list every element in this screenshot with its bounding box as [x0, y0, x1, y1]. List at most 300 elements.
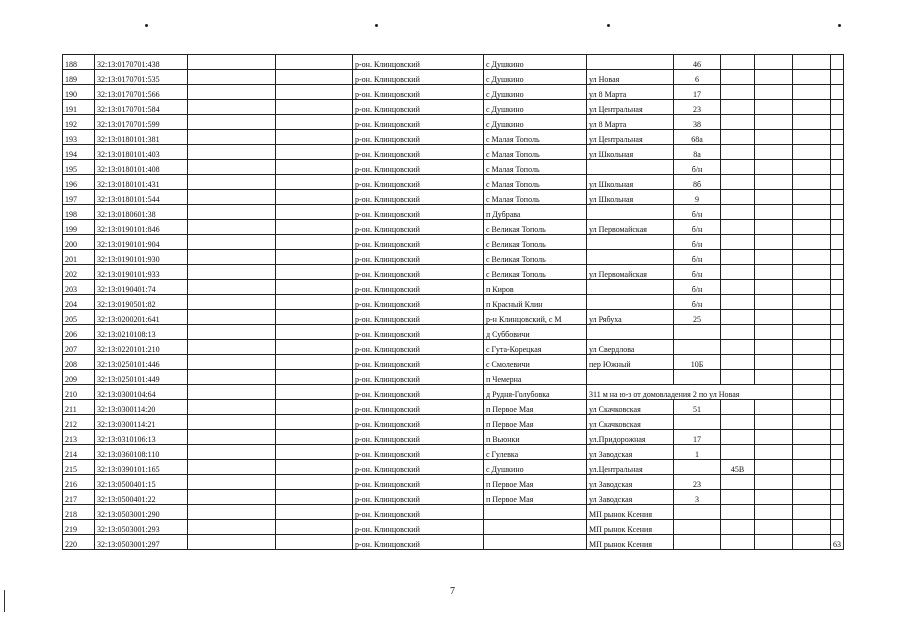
empty-cell [793, 205, 831, 220]
settlement-cell: д Суббовичи [484, 325, 587, 340]
empty-cell [755, 295, 793, 310]
table-row [63, 340, 844, 355]
empty-cell [793, 295, 831, 310]
empty-cell [755, 190, 793, 205]
empty-cell [793, 325, 831, 340]
extra-number-cell [831, 85, 844, 100]
empty-cell [276, 340, 353, 355]
empty-cell [276, 535, 353, 550]
settlement-cell: п Первое Мая [484, 475, 587, 490]
building-number-cell [721, 205, 755, 220]
building-number-cell [721, 175, 755, 190]
empty-cell [755, 415, 793, 430]
empty-cell [188, 325, 276, 340]
empty-cell [188, 280, 276, 295]
table-row [63, 520, 844, 535]
street-cell: ул.Придорожная [587, 430, 674, 445]
street-cell: ул Заводская [587, 445, 674, 460]
empty-cell [793, 175, 831, 190]
settlement-cell: с Душкино [484, 70, 587, 85]
empty-cell [276, 280, 353, 295]
empty-cell [276, 520, 353, 535]
house-number-cell: 1 [674, 445, 721, 460]
empty-cell [276, 505, 353, 520]
cadastral-number-cell: 32:13:0170701:566 [95, 85, 188, 100]
building-number-cell [721, 130, 755, 145]
house-number-cell: б/н [674, 220, 721, 235]
table-row [63, 400, 844, 415]
cadastral-number-cell: 32:13:0390101:165 [95, 460, 188, 475]
empty-cell [276, 175, 353, 190]
table-row [63, 70, 844, 85]
empty-cell [755, 430, 793, 445]
empty-cell [276, 220, 353, 235]
street-cell: ул.Центральная [587, 460, 674, 475]
district-cell: р-он. Клинцовский [353, 100, 484, 115]
extra-number-cell [831, 205, 844, 220]
cadastral-number-cell: 32:13:0180101:544 [95, 190, 188, 205]
cadastral-number-cell: 32:13:0170701:599 [95, 115, 188, 130]
street-cell: ул Школьная [587, 190, 674, 205]
empty-cell [188, 175, 276, 190]
settlement-cell: с Душкино [484, 85, 587, 100]
cadastral-number-cell: 32:13:0170701:438 [95, 55, 188, 70]
street-cell: ул Скачковская [587, 400, 674, 415]
street-cell: ул Новая [587, 70, 674, 85]
building-number-cell [721, 160, 755, 175]
street-cell [587, 160, 674, 175]
street-cell: ул Свердлова [587, 340, 674, 355]
cadastral-number-cell: 32:13:0180601:38 [95, 205, 188, 220]
empty-cell [276, 400, 353, 415]
extra-number-cell [831, 430, 844, 445]
building-number-cell [721, 325, 755, 340]
building-number-cell [721, 475, 755, 490]
district-cell: р-он. Клинцовский [353, 70, 484, 85]
empty-cell [276, 415, 353, 430]
page-number: 7 [450, 586, 455, 597]
district-cell: р-он. Клинцовский [353, 250, 484, 265]
district-cell: р-он. Клинцовский [353, 400, 484, 415]
street-cell: ул Первомайская [587, 220, 674, 235]
house-number-cell: 46 [674, 55, 721, 70]
district-cell: р-он. Клинцовский [353, 535, 484, 550]
cadastral-number-cell: 32:13:0190101:904 [95, 235, 188, 250]
cadastral-number-cell: 32:13:0500401:15 [95, 475, 188, 490]
table-row [63, 475, 844, 490]
empty-cell [188, 130, 276, 145]
settlement-cell: п Дубрава [484, 205, 587, 220]
settlement-cell: д Рудня-Голубовка [484, 385, 587, 400]
empty-cell [276, 100, 353, 115]
house-number-cell: 17 [674, 430, 721, 445]
table-row [63, 355, 844, 370]
street-cell: ул Первомайская [587, 265, 674, 280]
district-cell: р-он. Клинцовский [353, 310, 484, 325]
building-number-cell [721, 505, 755, 520]
empty-cell [755, 460, 793, 475]
street-cell [587, 325, 674, 340]
table-row [63, 310, 844, 325]
table-row [63, 205, 844, 220]
row-number-cell: 212 [63, 415, 95, 430]
empty-cell [188, 430, 276, 445]
row-number-cell: 214 [63, 445, 95, 460]
row-number-cell: 188 [63, 55, 95, 70]
empty-cell [755, 490, 793, 505]
cadastral-number-cell: 32:13:0210108:13 [95, 325, 188, 340]
district-cell: р-он. Клинцовский [353, 265, 484, 280]
cadastral-number-cell: 32:13:0180101:431 [95, 175, 188, 190]
house-number-cell [674, 520, 721, 535]
empty-cell [755, 355, 793, 370]
district-cell: р-он. Клинцовский [353, 430, 484, 445]
cadastral-number-cell: 32:13:0180101:408 [95, 160, 188, 175]
settlement-cell: с Смолевичи [484, 355, 587, 370]
house-number-cell: б/н [674, 235, 721, 250]
row-number-cell: 200 [63, 235, 95, 250]
row-number-cell: 208 [63, 355, 95, 370]
empty-cell [276, 160, 353, 175]
empty-cell [276, 205, 353, 220]
table-row [63, 460, 844, 475]
settlement-cell: с Великая Тополь [484, 265, 587, 280]
settlement-cell: р-н Клинцовский, с М [484, 310, 587, 325]
district-cell: р-он. Клинцовский [353, 220, 484, 235]
empty-cell [793, 70, 831, 85]
building-number-cell: 45В [721, 460, 755, 475]
building-number-cell [721, 55, 755, 70]
empty-cell [793, 520, 831, 535]
empty-cell [793, 340, 831, 355]
building-number-cell [721, 145, 755, 160]
empty-cell [793, 55, 831, 70]
extra-number-cell [831, 145, 844, 160]
empty-cell [793, 280, 831, 295]
building-number-cell [721, 415, 755, 430]
empty-cell [755, 85, 793, 100]
table-row [63, 535, 844, 550]
district-cell: р-он. Клинцовский [353, 520, 484, 535]
house-number-cell: 23 [674, 475, 721, 490]
empty-cell [793, 220, 831, 235]
extra-number-cell [831, 235, 844, 250]
table-row [63, 430, 844, 445]
empty-cell [276, 130, 353, 145]
cadastral-number-cell: 32:13:0503001:297 [95, 535, 188, 550]
extra-number-cell [831, 445, 844, 460]
row-number-cell: 190 [63, 85, 95, 100]
extra-number-cell [831, 295, 844, 310]
row-number-cell: 210 [63, 385, 95, 400]
house-number-cell: 17 [674, 85, 721, 100]
extra-number-cell [831, 100, 844, 115]
cadastral-number-cell: 32:13:0180101:403 [95, 145, 188, 160]
cadastral-number-cell: 32:13:0503001:290 [95, 505, 188, 520]
table-row [63, 55, 844, 70]
empty-cell [188, 400, 276, 415]
row-number-cell: 189 [63, 70, 95, 85]
building-number-cell [721, 70, 755, 85]
empty-cell [755, 475, 793, 490]
empty-cell [793, 130, 831, 145]
empty-cell [276, 55, 353, 70]
row-number-cell: 216 [63, 475, 95, 490]
settlement-cell: с Малая Тополь [484, 145, 587, 160]
cadastral-number-cell: 32:13:0250101:446 [95, 355, 188, 370]
house-number-cell: 6 [674, 70, 721, 85]
settlement-cell: с Малая Тополь [484, 160, 587, 175]
scan-mark [375, 24, 378, 27]
empty-cell [188, 475, 276, 490]
row-number-cell: 197 [63, 190, 95, 205]
empty-cell [755, 265, 793, 280]
table-row [63, 370, 844, 385]
empty-cell [793, 160, 831, 175]
settlement-cell: п Первое Мая [484, 400, 587, 415]
empty-cell [276, 475, 353, 490]
house-number-cell [674, 325, 721, 340]
row-number-cell: 199 [63, 220, 95, 235]
empty-cell [755, 250, 793, 265]
extra-number-cell [831, 280, 844, 295]
empty-cell [755, 70, 793, 85]
cadastral-number-cell: 32:13:0300114:21 [95, 415, 188, 430]
street-cell: ул Заводская [587, 490, 674, 505]
house-number-cell [674, 370, 721, 385]
empty-cell [755, 505, 793, 520]
empty-cell [755, 220, 793, 235]
street-cell: ул Заводская [587, 475, 674, 490]
house-number-cell: 9 [674, 190, 721, 205]
table-row [63, 505, 844, 520]
building-number-cell [721, 430, 755, 445]
settlement-cell: с Душкино [484, 100, 587, 115]
table-row [63, 265, 844, 280]
settlement-cell: с Малая Тополь [484, 175, 587, 190]
building-number-cell [721, 220, 755, 235]
building-number-cell [721, 490, 755, 505]
empty-cell [793, 535, 831, 550]
settlement-cell: с Великая Тополь [484, 235, 587, 250]
street-cell: МП рынок Ксения [587, 505, 674, 520]
street-cell: МП рынок Ксения [587, 520, 674, 535]
house-number-cell: 68а [674, 130, 721, 145]
house-number-cell: 23 [674, 100, 721, 115]
extra-number-cell [831, 415, 844, 430]
empty-cell [188, 460, 276, 475]
empty-cell [188, 445, 276, 460]
extra-number-cell [831, 115, 844, 130]
table-row [63, 175, 844, 190]
street-cell: ул Центральная [587, 130, 674, 145]
empty-cell [188, 265, 276, 280]
empty-cell [793, 415, 831, 430]
table-row [63, 235, 844, 250]
table-row [63, 130, 844, 145]
cadastral-number-cell: 32:13:0170701:535 [95, 70, 188, 85]
row-number-cell: 211 [63, 400, 95, 415]
house-number-cell [674, 505, 721, 520]
building-number-cell [721, 295, 755, 310]
empty-cell [188, 310, 276, 325]
empty-cell [793, 85, 831, 100]
extra-number-cell [831, 220, 844, 235]
empty-cell [188, 340, 276, 355]
empty-cell [755, 280, 793, 295]
extra-number-cell [831, 175, 844, 190]
empty-cell [276, 370, 353, 385]
settlement-cell: с Гута-Корецкая [484, 340, 587, 355]
house-number-cell: б/н [674, 250, 721, 265]
building-number-cell [721, 115, 755, 130]
empty-cell [755, 235, 793, 250]
row-number-cell: 209 [63, 370, 95, 385]
empty-cell [188, 85, 276, 100]
empty-cell [793, 445, 831, 460]
building-number-cell [721, 250, 755, 265]
building-number-cell [721, 190, 755, 205]
district-cell: р-он. Клинцовский [353, 205, 484, 220]
district-cell: р-он. Клинцовский [353, 415, 484, 430]
building-number-cell [721, 355, 755, 370]
building-number-cell [721, 520, 755, 535]
table-row [63, 295, 844, 310]
street-cell: пер Южный [587, 355, 674, 370]
table-row [63, 385, 844, 400]
street-cell: ул Школьная [587, 145, 674, 160]
table-row [63, 445, 844, 460]
cadastral-number-cell: 32:13:0190101:933 [95, 265, 188, 280]
empty-cell [188, 535, 276, 550]
empty-cell [188, 505, 276, 520]
table-row [63, 325, 844, 340]
district-cell: р-он. Клинцовский [353, 175, 484, 190]
empty-cell [188, 220, 276, 235]
row-number-cell: 206 [63, 325, 95, 340]
settlement-cell: п Первое Мая [484, 415, 587, 430]
district-cell: р-он. Клинцовский [353, 115, 484, 130]
house-number-cell: 25 [674, 310, 721, 325]
settlement-cell: с Малая Тополь [484, 190, 587, 205]
house-number-cell: 8б [674, 175, 721, 190]
settlement-cell: п Чемерна [484, 370, 587, 385]
row-number-cell: 202 [63, 265, 95, 280]
district-cell: р-он. Клинцовский [353, 85, 484, 100]
empty-cell [188, 415, 276, 430]
settlement-cell [484, 520, 587, 535]
empty-cell [276, 325, 353, 340]
row-number-cell: 201 [63, 250, 95, 265]
cadastral-number-cell: 32:13:0190401:74 [95, 280, 188, 295]
empty-cell [755, 520, 793, 535]
empty-cell [755, 310, 793, 325]
extra-number-cell [831, 355, 844, 370]
scan-mark [838, 24, 841, 27]
building-number-cell [721, 310, 755, 325]
settlement-cell: с Душкино [484, 460, 587, 475]
table-row [63, 490, 844, 505]
empty-cell [755, 175, 793, 190]
extra-number-cell [831, 130, 844, 145]
house-number-cell: б/н [674, 280, 721, 295]
extra-number-cell [831, 490, 844, 505]
empty-cell [276, 250, 353, 265]
street-cell [587, 295, 674, 310]
settlement-cell: с Душкино [484, 55, 587, 70]
extra-number-cell [831, 55, 844, 70]
extra-number-cell [831, 385, 844, 400]
district-cell: р-он. Клинцовский [353, 340, 484, 355]
row-number-cell: 207 [63, 340, 95, 355]
street-cell: ул Школьная [587, 175, 674, 190]
row-number-cell: 219 [63, 520, 95, 535]
empty-cell [755, 325, 793, 340]
building-number-cell [721, 280, 755, 295]
empty-cell [755, 160, 793, 175]
empty-cell [188, 250, 276, 265]
building-number-cell [721, 235, 755, 250]
row-number-cell: 196 [63, 175, 95, 190]
street-cell [587, 280, 674, 295]
empty-cell [793, 370, 831, 385]
cadastral-number-cell: 32:13:0500401:22 [95, 490, 188, 505]
row-number-cell: 193 [63, 130, 95, 145]
row-number-cell: 218 [63, 505, 95, 520]
empty-cell [276, 385, 353, 400]
cadastral-number-cell: 32:13:0360108:110 [95, 445, 188, 460]
district-cell: р-он. Клинцовский [353, 295, 484, 310]
empty-cell [793, 310, 831, 325]
empty-cell [755, 145, 793, 160]
row-number-cell: 203 [63, 280, 95, 295]
district-cell: р-он. Клинцовский [353, 145, 484, 160]
empty-cell [276, 145, 353, 160]
settlement-cell: с Малая Тополь [484, 130, 587, 145]
row-number-cell: 217 [63, 490, 95, 505]
empty-cell [276, 115, 353, 130]
street-cell: МП рынок Ксения [587, 535, 674, 550]
district-cell: р-он. Клинцовский [353, 460, 484, 475]
table-row [63, 250, 844, 265]
empty-cell [755, 400, 793, 415]
cadastral-number-cell: 32:13:0300104:64 [95, 385, 188, 400]
empty-cell [793, 385, 831, 400]
empty-cell [188, 385, 276, 400]
extra-number-cell [831, 250, 844, 265]
row-number-cell: 220 [63, 535, 95, 550]
empty-cell [755, 115, 793, 130]
settlement-cell: с Душкино [484, 115, 587, 130]
district-cell: р-он. Клинцовский [353, 160, 484, 175]
empty-cell [793, 400, 831, 415]
street-cell: ул 8 Марта [587, 115, 674, 130]
building-number-cell [721, 445, 755, 460]
settlement-cell: п Киров [484, 280, 587, 295]
empty-cell [793, 235, 831, 250]
extra-number-cell [831, 70, 844, 85]
empty-cell [276, 430, 353, 445]
empty-cell [188, 100, 276, 115]
empty-cell [188, 145, 276, 160]
empty-cell [276, 445, 353, 460]
empty-cell [793, 490, 831, 505]
cadastral-number-cell: 32:13:0220101:210 [95, 340, 188, 355]
row-number-cell: 204 [63, 295, 95, 310]
cadastral-number-cell: 32:13:0190101:846 [95, 220, 188, 235]
empty-cell [793, 100, 831, 115]
house-number-cell: 51 [674, 400, 721, 415]
